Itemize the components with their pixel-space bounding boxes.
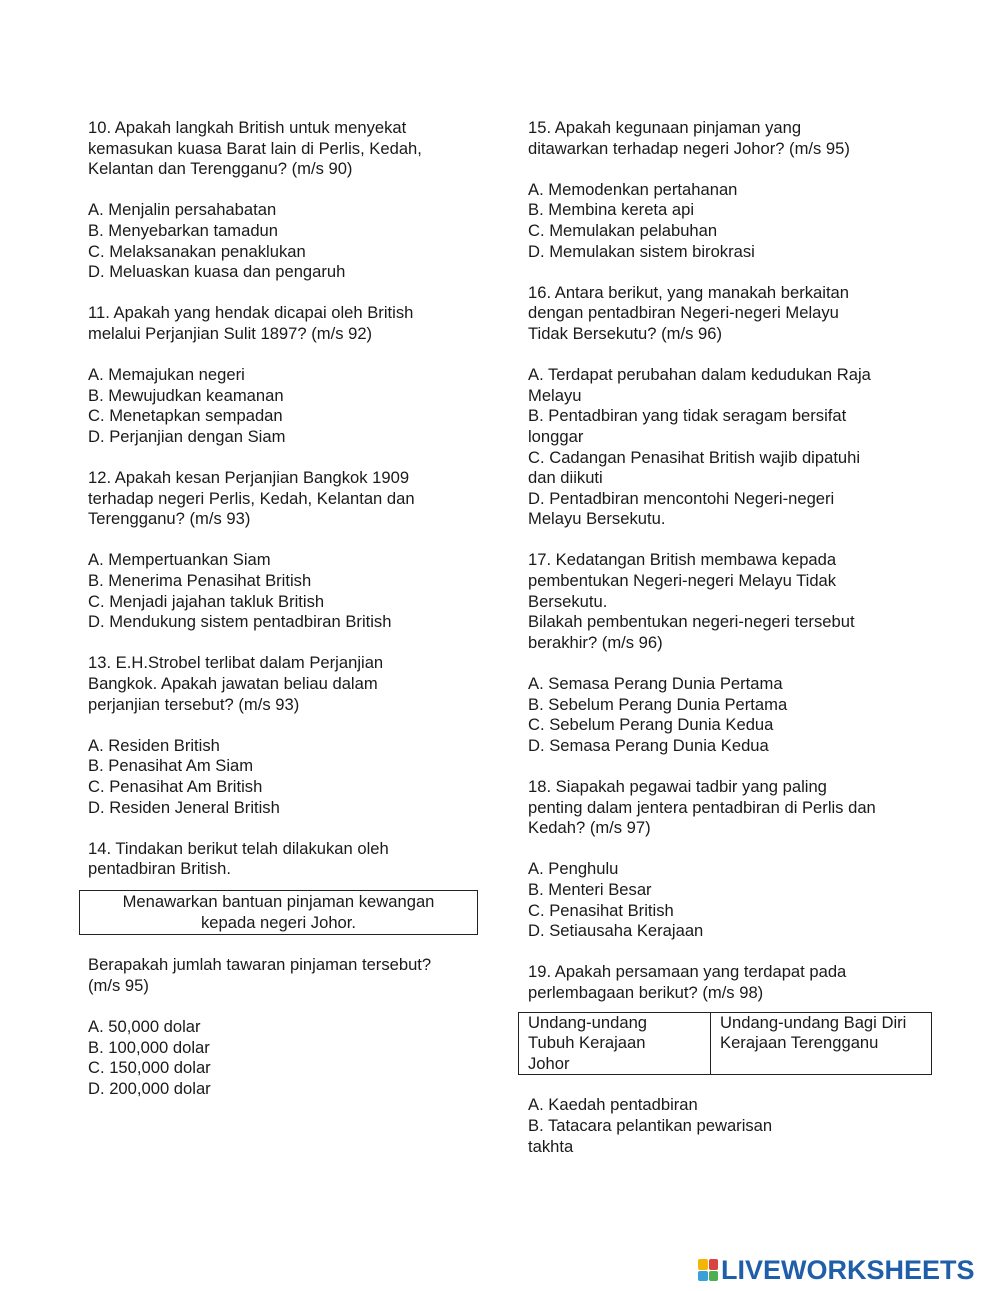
option-a: A. Residen British [88,735,220,755]
question-14-stimulus-box [79,890,478,935]
question-10-options [88,200,483,282]
question-14 [88,839,483,880]
question-16 [528,283,938,345]
option-c: C. Sebelum Perang Dunia Kedua [528,715,774,735]
option-a: A. Penghulu [528,859,619,879]
option-d: D. Mendukung sistem pentadbiran British [88,612,392,632]
option-c: C. Menjadi jajahan takluk British [88,591,325,611]
logo-grid-icon [698,1259,718,1281]
option-b: B. Menerima Penasihat British [88,571,312,591]
question-19-line: 19. Apakah persamaan yang terdapat pada [528,962,847,982]
option-c: C. 150,000 dolar [88,1058,211,1078]
option-c-cont: dan diikuti [528,468,603,488]
logo-tile-v [698,1271,708,1282]
option-b: B. Sebelum Perang Dunia Pertama [528,694,788,714]
question-11-options [88,365,483,447]
question-11-line: 11. Apakah yang hendak dicapai oleh British [88,303,414,323]
question-18-options [528,859,938,941]
logo-tile-e [709,1271,719,1282]
question-11-line: melalui Perjanjian Sulit 1897? (m/s 92) [88,323,373,343]
question-12-line: 12. Apakah kesan Perjanjian Bangkok 1909 [88,468,410,488]
cell-line: Undang-undang Bagi Diri [720,1012,907,1032]
stimulus-line: kepada negeri Johor. [201,912,356,932]
option-b: B. Penasihat Am Siam [88,756,254,776]
question-14-follow-up [88,955,483,996]
question-15-line: 15. Apakah kegunaan pinjaman yang [528,118,802,137]
logo-tile-l [698,1259,708,1270]
option-c: C. Melaksanakan penaklukan [88,241,306,261]
question-13-line: perjanjian tersebut? (m/s 93) [88,694,300,714]
option-a: A. Memajukan negeri [88,365,245,385]
option-d: D. Semasa Perang Dunia Kedua [528,735,769,755]
question-15-line: ditawarkan terhadap negeri Johor? (m/s 95) [528,138,850,158]
option-d: D. Meluaskan kuasa dan pengaruh [88,262,346,282]
option-a: A. Kaedah pentadbiran [528,1095,698,1115]
question-13-line: Bangkok. Apakah jawatan beliau dalam [88,674,378,694]
option-d: D. 200,000 dolar [88,1078,211,1098]
liveworksheets-logo[interactable] [698,1255,975,1285]
cell-line: Johor [528,1053,570,1073]
option-a: A. Memodenkan pertahanan [528,179,738,199]
option-a: A. Terdapat perubahan dalam kedudukan Raja [528,365,871,385]
option-a: A. Semasa Perang Dunia Pertama [528,674,783,694]
option-a: A. 50,000 dolar [88,1016,201,1036]
question-12-line: terhadap negeri Perlis, Kedah, Kelantan dan [88,488,415,508]
question-18-line: 18. Siapakah pegawai tadbir yang paling [528,777,827,796]
option-b: B. Membina kereta api [528,200,695,220]
option-d: D. Perjanjian dengan Siam [88,426,286,446]
option-a-cont: Melayu [528,385,582,405]
right-column [528,118,938,1178]
option-b: B. Menteri Besar [528,879,652,899]
option-c: C. Memulakan pelabuhan [528,220,718,240]
question-10-line: 10. Apakah langkah British untuk menyekat [88,118,407,137]
left-column [88,118,483,1120]
option-a: A. Menjalin persahabatan [88,200,277,220]
stimulus-line: Menawarkan bantuan pinjaman kewangan [122,891,435,911]
logo-text: LIVEWORKSHEETS [721,1254,975,1285]
question-10 [88,118,483,180]
option-b-cont: takhta [528,1136,574,1156]
question-18-line: Kedah? (m/s 97) [528,818,651,838]
question-11 [88,303,483,344]
option-d-cont: Melayu Bersekutu. [528,509,666,529]
question-13 [88,653,483,715]
question-14-options [88,1017,483,1099]
option-b: B. Pentadbiran yang tidak seragam bersifat [528,406,847,426]
option-b-cont: longgar [528,426,584,446]
question-14-line: pentadbiran British. [88,859,231,879]
cell-line: Kerajaan Terengganu [720,1033,879,1053]
question-10-line: kemasukan kuasa Barat lain di Perlis, Kedah, [88,138,422,158]
question-17-options [528,674,938,756]
question-10-line: Kelantan dan Terengganu? (m/s 90) [88,159,353,179]
option-c: C. Penasihat British [528,900,674,920]
option-c: C. Menetapkan sempadan [88,406,283,426]
question-16-options [528,365,938,530]
question-12-line: Terengganu? (m/s 93) [88,509,251,529]
question-14-line: 14. Tindakan berikut telah dilakukan oleh [88,838,389,858]
question-13-options [88,736,483,818]
cell-line: Undang-undang [528,1012,648,1032]
option-b: B. Tatacara pelantikan pewarisan [528,1115,773,1135]
question-12-options [88,550,483,632]
question-12 [88,468,483,530]
question-17-line: berakhir? (m/s 96) [528,632,663,652]
question-17-line: 17. Kedatangan British membawa kepada [528,550,837,570]
question-15-options [528,180,938,262]
question-17-line: Bersekutu. [528,591,608,611]
table-cell-terengganu [711,1012,932,1075]
option-d: D. Setiausaha Kerajaan [528,921,704,941]
question-14-follow-line: Berapakah jumlah tawaran pinjaman tersebut? [88,955,432,975]
table-cell-johor [519,1012,711,1075]
option-a: A. Mempertuankan Siam [88,550,271,570]
option-d: D. Residen Jeneral British [88,797,280,817]
table-row [519,1012,932,1075]
option-b: B. Menyebarkan tamadun [88,220,279,240]
question-17-line: Bilakah pembentukan negeri-negeri tersebut [528,612,855,632]
option-d: D. Pentadbiran mencontohi Negeri-negeri [528,488,835,508]
question-15 [528,118,938,159]
question-19-options [528,1095,938,1157]
cell-line: Tubuh Kerajaan [528,1033,646,1053]
question-19-table [518,1012,932,1076]
question-19 [528,962,938,1003]
option-d: D. Memulakan sistem birokrasi [528,241,755,261]
option-c: C. Cadangan Penasihat British wajib dipatuhi [528,447,861,467]
option-c: C. Penasihat Am British [88,777,263,796]
question-16-line: Tidak Bersekutu? (m/s 96) [528,323,722,343]
logo-tile-i [709,1259,719,1270]
question-17 [528,550,938,653]
question-13-line: 13. E.H.Strobel terlibat dalam Perjanjian [88,653,384,673]
question-18-line: penting dalam jentera pentadbiran di Perlis dan [528,797,876,817]
question-16-line: 16. Antara berikut, yang manakah berkaitan [528,282,850,302]
question-16-line: dengan pentadbiran Negeri-negeri Melayu [528,303,839,323]
option-b: B. 100,000 dolar [88,1037,210,1057]
question-17-line: pembentukan Negeri-negeri Melayu Tidak [528,571,837,591]
option-b: B. Mewujudkan keamanan [88,385,284,405]
question-18 [528,777,938,839]
question-19-line: perlembagaan berikut? (m/s 98) [528,982,764,1002]
question-14-follow-line: (m/s 95) [88,975,149,995]
